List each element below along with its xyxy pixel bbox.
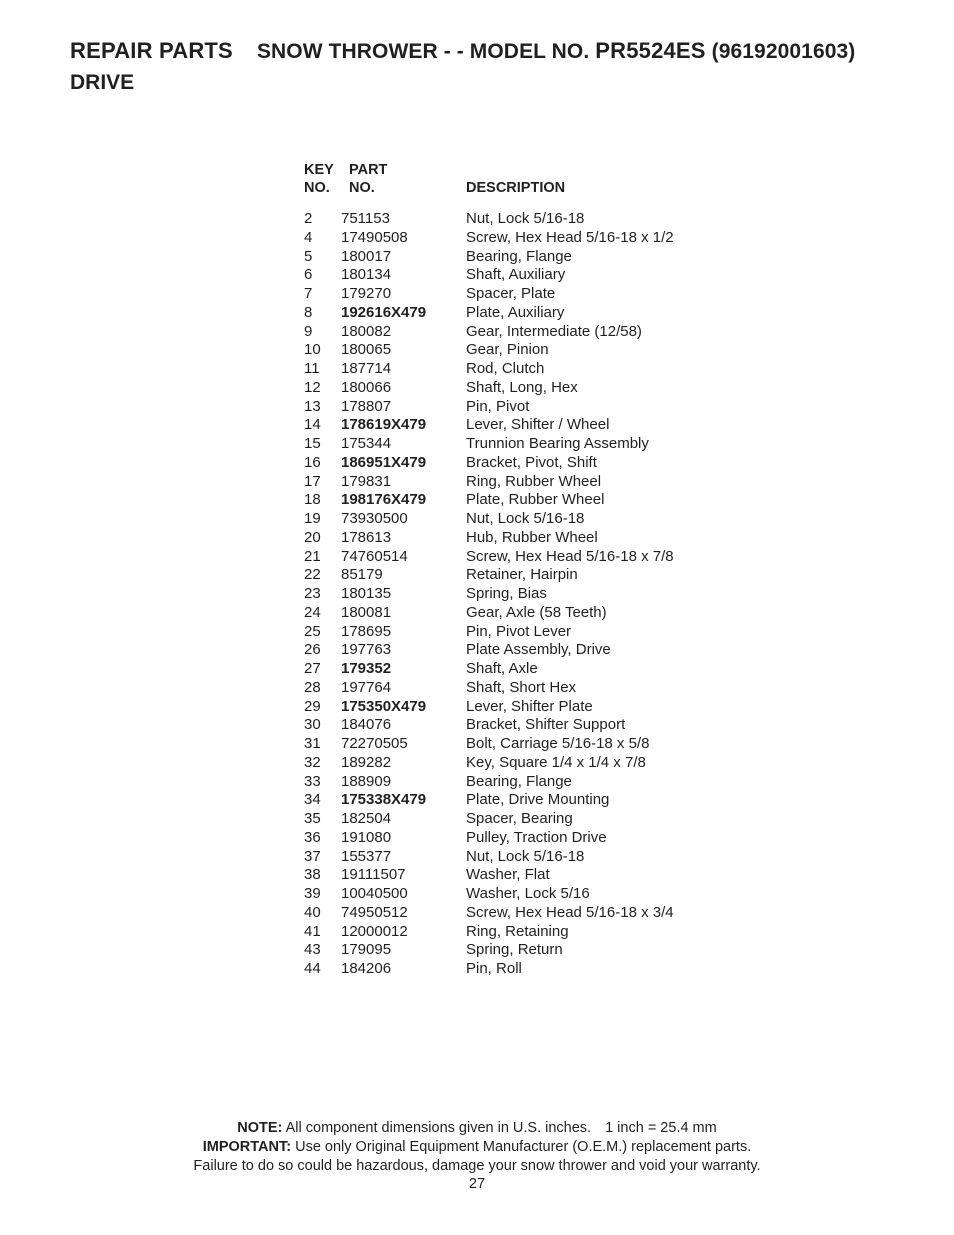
key-number: 5: [304, 247, 313, 265]
key-number: 21: [304, 547, 321, 565]
key-number: 24: [304, 603, 321, 621]
part-number: 178807: [341, 397, 392, 415]
part-number: 184076: [341, 716, 392, 734]
section-title: DRIVE: [70, 71, 135, 94]
part-description: Shaft, Long, Hex: [466, 378, 578, 396]
part-description: Pin, Pivot Lever: [466, 622, 572, 640]
part-description: Spring, Return: [466, 941, 563, 959]
key-number: 30: [304, 716, 321, 734]
part-description: Shaft, Auxiliary: [466, 266, 566, 284]
part-number: 188909: [341, 772, 392, 790]
key-number: 11: [304, 360, 320, 377]
page-title: [70, 38, 855, 64]
key-number: 22: [304, 566, 321, 584]
part-description: Spacer, Plate: [466, 285, 556, 302]
important-text: Use only Original Equipment Manufacturer (O.E.M.) replacement parts.: [295, 1138, 752, 1155]
part-description: Gear, Pinion: [466, 341, 549, 359]
part-number: 12000012: [341, 922, 408, 940]
part-number: 751153: [341, 210, 390, 227]
part-description: Pulley, Traction Drive: [466, 828, 607, 846]
key-number: 43: [304, 941, 321, 959]
part-description: Washer, Lock 5/16: [466, 885, 590, 902]
part-number: 72270505: [341, 735, 408, 752]
part-number: 178613: [341, 528, 392, 546]
part-number: 180017: [341, 247, 392, 265]
part-description: Screw, Hex Head 5/16-18 x 1/2: [466, 228, 674, 246]
part-description: Plate, Drive Mounting: [466, 791, 610, 809]
important-label: IMPORTANT:: [202, 1138, 292, 1155]
part-description: Bracket, Shifter Support: [466, 716, 626, 734]
part-number: 197763: [341, 641, 392, 659]
part-description: Lever, Shifter / Wheel: [466, 416, 610, 434]
product-subject: SNOW THROWER - - MODEL NO.: [256, 40, 590, 63]
part-number: 179352: [341, 660, 392, 677]
part-number: 180066: [341, 378, 392, 396]
part-description: Screw, Hex Head 5/16-18 x 3/4: [466, 903, 674, 921]
key-number: 35: [304, 810, 321, 827]
part-description: Screw, Hex Head 5/16-18 x 7/8: [466, 547, 674, 565]
part-number: 175338X479: [341, 791, 427, 809]
part-description: Shaft, Axle: [466, 660, 538, 677]
key-number: 19: [304, 510, 321, 527]
part-description: Plate Assembly, Drive: [466, 641, 611, 659]
key-number: 37: [304, 847, 321, 865]
part-number: 175344: [341, 435, 392, 452]
part-description: Pin, Roll: [466, 960, 522, 977]
part-description: Rod, Clutch: [466, 360, 545, 377]
part-number: 10040500: [341, 885, 408, 902]
key-number: 14: [304, 416, 321, 434]
important-line: [0, 1138, 954, 1157]
part-description: Ring, Retaining: [466, 922, 569, 940]
key-number: 28: [304, 678, 321, 696]
part-number: 180065: [341, 341, 392, 359]
key-number: 17: [304, 472, 321, 490]
part-number: 187714: [341, 360, 392, 377]
model-number: PR5524ES: [595, 38, 706, 63]
key-number: 7: [304, 285, 313, 302]
key-number: 26: [304, 641, 321, 659]
key-number: 25: [304, 622, 321, 640]
part-number: 182504: [341, 810, 392, 827]
note-text: All component dimensions given in U.S. inches.: [285, 1120, 592, 1136]
key-number: 15: [304, 435, 321, 452]
key-number: 4: [304, 228, 313, 246]
part-description: Gear, Axle (58 Teeth): [466, 603, 607, 621]
part-description: Key, Square 1/4 x 1/4 x 7/8: [466, 753, 646, 771]
part-header-top: PART: [349, 162, 388, 178]
part-description: Nut, Lock 5/16-18: [466, 847, 585, 865]
description-header: DESCRIPTION: [466, 180, 566, 196]
part-number: 189282: [341, 753, 392, 771]
key-number: 16: [304, 453, 321, 471]
key-number: 36: [304, 828, 321, 846]
repair-parts-label: REPAIR PARTS: [70, 38, 233, 63]
key-number: 34: [304, 791, 321, 809]
part-number: 179095: [341, 941, 392, 959]
key-number: 20: [304, 528, 321, 546]
footer-notes: [0, 1119, 954, 1194]
key-number: 12: [304, 378, 321, 396]
page-number: 27: [468, 1176, 486, 1193]
key-number: 44: [304, 960, 321, 977]
part-number: 19111507: [341, 866, 406, 884]
part-number: 179270: [341, 285, 392, 302]
part-description: Bolt, Carriage 5/16-18 x 5/8: [466, 735, 650, 752]
part-number: 74760514: [341, 547, 408, 565]
part-description: Pin, Pivot: [466, 397, 530, 415]
part-header-bottom: NO.: [349, 180, 375, 196]
note-line: [0, 1119, 954, 1138]
part-description: Bearing, Flange: [466, 772, 572, 790]
part-description: Trunnion Bearing Assembly: [466, 435, 649, 452]
part-number: 191080: [341, 828, 392, 846]
key-number: 27: [304, 660, 321, 677]
key-number: 39: [304, 885, 321, 902]
part-description: Nut, Lock 5/16-18: [466, 210, 585, 227]
key-number: 9: [304, 322, 313, 340]
key-number: 23: [304, 585, 321, 602]
part-description: Spacer, Bearing: [466, 810, 573, 827]
part-description: Hub, Rubber Wheel: [466, 528, 598, 546]
note-label: NOTE:: [237, 1120, 283, 1136]
part-number: 178695: [341, 622, 392, 640]
key-number: 18: [304, 491, 321, 509]
conversion-text: 1 inch = 25.4 mm: [605, 1120, 717, 1136]
part-description: Retainer, Hairpin: [466, 566, 578, 584]
key-number: 29: [304, 697, 321, 715]
key-number: 10: [304, 341, 321, 359]
key-number: 2: [304, 210, 313, 227]
warning-line: Failure to do so could be hazardous, damage your snow thrower and void your warranty.: [193, 1157, 761, 1174]
part-description: Bearing, Flange: [466, 247, 572, 265]
part-description: Lever, Shifter Plate: [466, 697, 593, 715]
key-number: 13: [304, 397, 321, 415]
part-number: 180081: [341, 603, 392, 621]
key-number: 8: [304, 303, 313, 321]
part-number: 198176X479: [341, 491, 427, 509]
key-header-bottom: NO.: [304, 180, 330, 196]
part-number: 175350X479: [341, 697, 427, 715]
key-number: 33: [304, 772, 321, 790]
part-number: 180135: [341, 585, 392, 602]
part-number: 155377: [341, 847, 392, 865]
model-code: (96192001603): [711, 40, 856, 63]
part-number: 17490508: [341, 228, 408, 246]
part-description: Washer, Flat: [466, 866, 550, 884]
part-description: Shaft, Short Hex: [466, 678, 577, 696]
part-number: 178619X479: [341, 416, 427, 434]
key-number: 38: [304, 866, 321, 884]
key-number: 40: [304, 903, 321, 921]
part-number: 184206: [341, 960, 392, 977]
part-description: Gear, Intermediate (12/58): [466, 322, 642, 340]
part-number: 180134: [341, 266, 392, 284]
part-number: 192616X479: [341, 303, 427, 321]
part-description: Spring, Bias: [466, 585, 547, 602]
key-number: 32: [304, 753, 321, 771]
part-number: 179831: [341, 472, 392, 490]
part-number: 180082: [341, 322, 392, 340]
part-description: Bracket, Pivot, Shift: [466, 453, 597, 471]
part-number: 74950512: [341, 903, 408, 921]
part-number: 85179: [341, 566, 383, 584]
part-description: Plate, Auxiliary: [466, 303, 565, 321]
part-description: Plate, Rubber Wheel: [466, 491, 605, 509]
part-number: 197764: [341, 678, 392, 696]
part-number: 73930500: [341, 510, 408, 527]
key-number: 31: [304, 735, 321, 752]
key-number: 6: [304, 266, 313, 284]
part-number: 186951X479: [341, 453, 427, 471]
key-header-top: KEY: [304, 162, 334, 178]
part-description: Ring, Rubber Wheel: [466, 472, 602, 490]
part-description: Nut, Lock 5/16-18: [466, 510, 585, 527]
key-number: 41: [304, 922, 321, 940]
